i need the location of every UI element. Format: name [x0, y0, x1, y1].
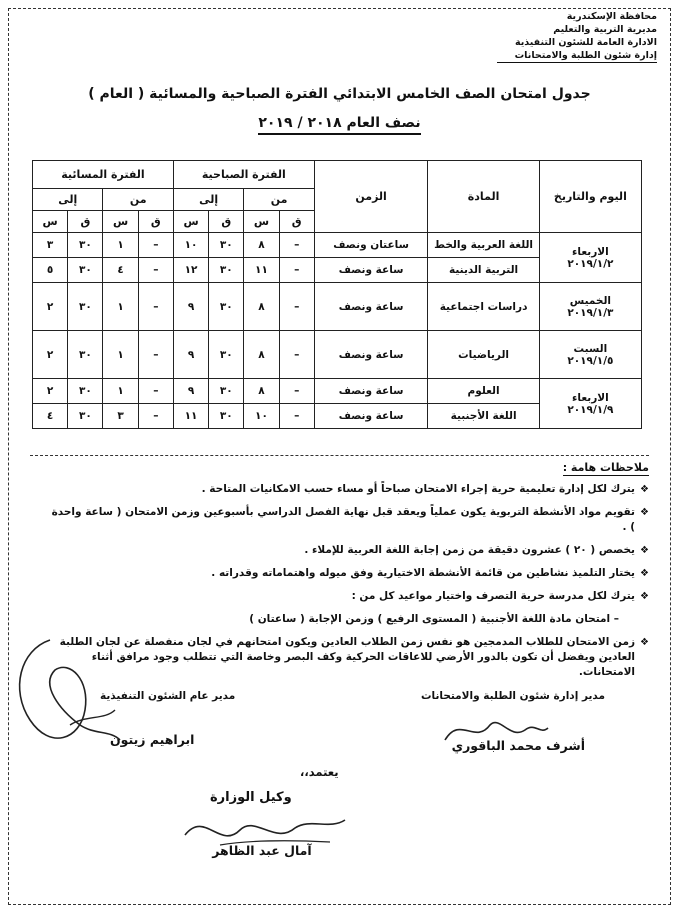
header-duration: الزمن: [314, 161, 428, 233]
document-page: [8, 8, 671, 905]
divider: [30, 455, 649, 456]
morning-to-minute: ٣٠: [209, 379, 244, 404]
evening-to-minute: ٣٠: [68, 283, 103, 331]
exam-date: ٢٠١٩/١/٥: [567, 354, 614, 367]
table-row: [33, 283, 642, 331]
evening-from-minute: –: [138, 404, 173, 429]
evening-to-minute: ٣٠: [68, 331, 103, 379]
header-morning-to: إلى: [173, 189, 243, 211]
evening-to-hour: ٢: [33, 379, 68, 404]
signature-name: أشرف محمد الباقوري: [451, 738, 585, 753]
bullet-icon: ❖: [640, 484, 649, 495]
evening-to-hour: ٣: [33, 233, 68, 258]
header-hour: س: [244, 211, 279, 233]
evening-to-hour: ٥: [33, 258, 68, 283]
note-text: يخصص ( ٢٠ ) عشرون دقيقة من زمن إجابة اللغة العربية للإملاء .: [304, 544, 635, 556]
morning-from-hour: ٨: [244, 331, 279, 379]
duration-cell: ساعة ونصف: [314, 404, 428, 429]
duration-cell: ساعة ونصف: [314, 283, 428, 331]
header-line: مديرية التربية والتعليم: [553, 24, 657, 35]
header-evening: الفترة المسائية: [33, 161, 174, 189]
approval-text: يعتمد،،: [300, 765, 339, 779]
day-name: الخميس: [569, 294, 612, 307]
header-minute: ق: [138, 211, 173, 233]
subject-cell: الرياضيات: [428, 331, 539, 379]
day-date-cell: [539, 331, 641, 379]
evening-to-minute: ٣٠: [68, 404, 103, 429]
header-minute: ق: [209, 211, 244, 233]
exam-date: ٢٠١٩/١/٢: [567, 257, 614, 270]
morning-to-hour: ٩: [173, 283, 208, 331]
morning-from-minute: –: [279, 258, 314, 283]
exam-date: ٢٠١٩/١/٣: [567, 306, 614, 319]
morning-from-hour: ٨: [244, 283, 279, 331]
duration-cell: ساعتان ونصف: [314, 233, 428, 258]
morning-to-minute: ٣٠: [209, 404, 244, 429]
bullet-icon: ❖: [640, 545, 649, 556]
header-morning-from: من: [244, 189, 314, 211]
note-sub-item: – امتحان مادة اللغة الأجنبية ( المستوى الرفيع ) وزمن الإجابة ( ساعتان ): [249, 613, 619, 625]
duration-cell: ساعة ونصف: [314, 379, 428, 404]
exam-date: ٢٠١٩/١/٩: [567, 403, 614, 416]
morning-to-hour: ٩: [173, 379, 208, 404]
day-name: الاربعاء: [572, 391, 609, 404]
ministry-header: [497, 10, 657, 63]
evening-from-hour: ٣: [103, 404, 138, 429]
evening-to-minute: ٣٠: [68, 233, 103, 258]
bullet-icon: ❖: [640, 637, 649, 648]
evening-from-minute: –: [138, 379, 173, 404]
header-evening-from: من: [103, 189, 173, 211]
document-title: جدول امتحان الصف الخامس الابتدائي الفترة الصباحية والمسائية ( العام ): [88, 86, 591, 102]
morning-from-hour: ٨: [244, 233, 279, 258]
evening-to-hour: ٢: [33, 331, 68, 379]
handwritten-signature-icon: [440, 710, 550, 750]
subject-cell: العلوم: [428, 379, 539, 404]
morning-from-hour: ١٠: [244, 404, 279, 429]
evening-to-minute: ٣٠: [68, 379, 103, 404]
document-subtitle: [0, 115, 679, 131]
note-text: يترك لكل إدارة تعليمية حرية إجراء الامتحان صباحاً أو مساء حسب الامكانيات المتاحة .: [201, 483, 635, 495]
header-line: الادارة العامة للشئون التنفيذية: [514, 37, 657, 48]
morning-to-hour: ٩: [173, 331, 208, 379]
morning-to-hour: ١٠: [173, 233, 208, 258]
subject-cell: اللغة العربية والخط: [428, 233, 539, 258]
subject-cell: التربية الدينية: [428, 258, 539, 283]
evening-from-hour: ٤: [103, 258, 138, 283]
note-text: امتحان مادة اللغة الأجنبية ( المستوى الرفيع ) وزمن الإجابة ( ساعتان ): [249, 613, 611, 625]
day-date-cell: [539, 233, 641, 283]
header-evening-to: إلى: [33, 189, 103, 211]
morning-from-hour: ٨: [244, 379, 279, 404]
subject-cell: اللغة الأجنبية: [428, 404, 539, 429]
morning-from-minute: –: [279, 379, 314, 404]
signature-title: وكيل الوزارة: [210, 790, 292, 805]
note-item: [49, 543, 649, 558]
table-row: [33, 379, 642, 404]
exam-schedule-table: [32, 160, 642, 429]
day-date-cell: [539, 283, 641, 331]
bullet-icon: ❖: [640, 568, 649, 579]
subject-cell: دراسات اجتماعية: [428, 283, 539, 331]
evening-from-minute: –: [138, 283, 173, 331]
handwritten-signature-icon: [10, 630, 140, 760]
subtitle-text: نصف العام ٢٠١٨ / ٢٠١٩: [258, 115, 420, 135]
table-row: [33, 233, 642, 258]
morning-to-minute: ٣٠: [209, 258, 244, 283]
signature-title: مدير إدارة شئون الطلبة والامتحانات: [420, 690, 605, 702]
morning-from-minute: –: [279, 233, 314, 258]
evening-to-hour: ٤: [33, 404, 68, 429]
evening-to-minute: ٣٠: [68, 258, 103, 283]
morning-from-minute: –: [279, 331, 314, 379]
header-subject: المادة: [428, 161, 539, 233]
day-name: الاربعاء: [572, 245, 609, 258]
evening-from-minute: –: [138, 331, 173, 379]
signature-name: ابراهيم زيتون: [110, 732, 195, 747]
note-text: يترك لكل مدرسة حرية التصرف واختيار مواعيد كل من :: [351, 590, 635, 602]
table-row: [33, 331, 642, 379]
header-line: إدارة شئون الطلبة والامتحانات: [497, 49, 657, 63]
note-item: [49, 566, 649, 581]
morning-from-minute: –: [279, 283, 314, 331]
note-text: تقويم مواد الأنشطة التربوية يكون عملياً ويعقد قبل نهاية الفصل الدراسي بأسبوعين وزمن الامتحان ( ساعة واحدة ) .: [51, 506, 635, 533]
day-name: السبت: [573, 342, 608, 355]
evening-from-minute: –: [138, 258, 173, 283]
evening-from-hour: ١: [103, 283, 138, 331]
notes-title: ملاحظات هامة :: [562, 461, 649, 474]
header-minute: ق: [279, 211, 314, 233]
bullet-icon: ❖: [640, 507, 649, 518]
header-morning: الفترة الصباحية: [173, 161, 314, 189]
evening-from-hour: ١: [103, 233, 138, 258]
note-text: زمن الامتحان للطلاب المدمجين هو نفس زمن الطلاب العادين ويكون امتحانهم في لجان منفصلة عن لجان الطلبة العادين ويفضل أن تكون بالدور الأرضي للاعاقات الحركية وكف البصر وخاصة التي تتطلب وجود مرافق أثناء الامتحانات.: [59, 636, 635, 678]
day-date-cell: [539, 379, 641, 429]
header-hour: س: [103, 211, 138, 233]
note-text: يختار التلميذ نشاطين من قائمة الأنشطة الاختيارية وفق ميوله واهتماماته وقدراته .: [211, 567, 635, 579]
morning-to-hour: ١١: [173, 404, 208, 429]
morning-to-minute: ٣٠: [209, 233, 244, 258]
header-minute: ق: [68, 211, 103, 233]
bullet-icon: ❖: [640, 591, 649, 602]
morning-from-minute: –: [279, 404, 314, 429]
note-item: [49, 589, 649, 604]
header-hour: س: [33, 211, 68, 233]
note-item: [49, 482, 649, 497]
duration-cell: ساعة ونصف: [314, 258, 428, 283]
signature-name: آمال عبد الظاهر: [212, 843, 312, 858]
evening-to-hour: ٢: [33, 283, 68, 331]
evening-from-hour: ١: [103, 379, 138, 404]
morning-to-minute: ٣٠: [209, 283, 244, 331]
morning-to-minute: ٣٠: [209, 331, 244, 379]
duration-cell: ساعة ونصف: [314, 331, 428, 379]
note-item: [49, 505, 649, 535]
header-line: محافظة الإسكندرية: [566, 11, 657, 22]
signature-title: مدير عام الشئون التنفيذية: [100, 690, 236, 702]
morning-from-hour: ١١: [244, 258, 279, 283]
evening-from-hour: ١: [103, 331, 138, 379]
evening-from-minute: –: [138, 233, 173, 258]
morning-to-hour: ١٢: [173, 258, 208, 283]
header-hour: س: [173, 211, 208, 233]
header-day-date: اليوم والتاريخ: [539, 161, 641, 233]
handwritten-signature-icon: [180, 800, 350, 860]
